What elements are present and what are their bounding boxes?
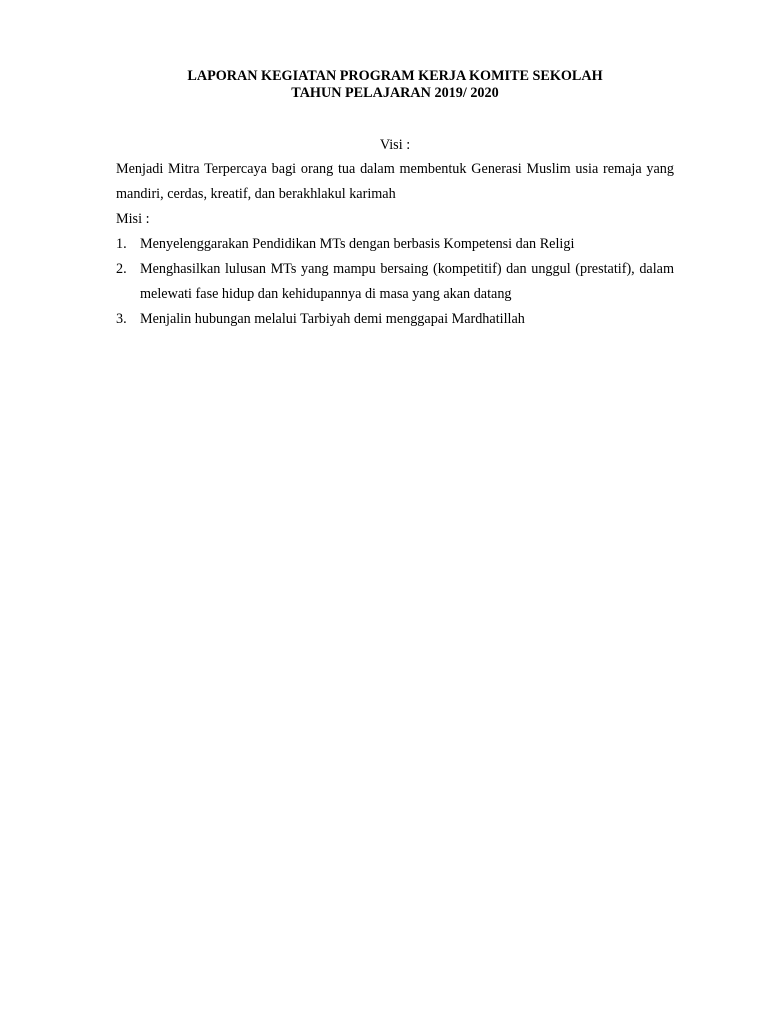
document-content <box>116 68 674 332</box>
document-title-line-1: LAPORAN KEGIATAN PROGRAM KERJA KOMITE SEKOLAH <box>187 68 603 84</box>
misi-heading: Misi : <box>116 211 150 227</box>
misi-item-number: 2. <box>116 261 127 277</box>
misi-item-number: 3. <box>116 311 127 327</box>
misi-item-1 <box>116 232 674 257</box>
misi-item-number: 1. <box>116 236 127 252</box>
visi-text: Menjadi Mitra Terpercaya bagi orang tua dalam membentuk Generasi Muslim usia remaja yang mandiri, cerdas, kreatif, dan berakhlakul karimah <box>116 161 674 202</box>
misi-item-3 <box>116 307 674 332</box>
misi-list <box>116 232 674 332</box>
document-title-line-2: TAHUN PELAJARAN 2019/ 2020 <box>291 85 499 101</box>
misi-item-2 <box>116 257 674 307</box>
visi-heading: Visi : <box>379 137 411 153</box>
misi-item-text: Menghasilkan lulusan MTs yang mampu bersaing (kompetitif) dan unggul (prestatif), dalam melewati fase hidup dan kehidupannya di masa yang akan datang <box>140 261 674 302</box>
misi-item-text: Menjalin hubungan melalui Tarbiyah demi menggapai Mardhatillah <box>140 311 525 327</box>
misi-item-text: Menyelenggarakan Pendidikan MTs dengan berbasis Kompetensi dan Religi <box>140 236 575 252</box>
